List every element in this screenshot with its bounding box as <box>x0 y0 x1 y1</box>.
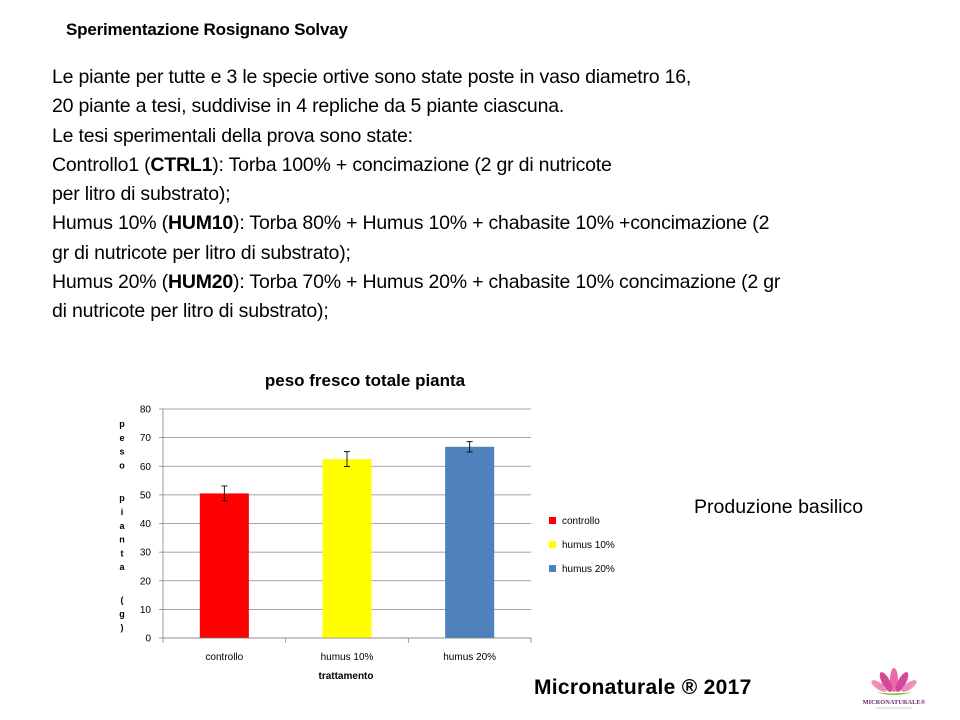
thesis-lead: Humus 10% ( <box>52 212 168 235</box>
logo-wordmark: MICRONATURALE® <box>862 699 926 706</box>
y-axis-label-letter: n <box>119 534 125 545</box>
thesis-lead: Controllo1 ( <box>52 153 151 176</box>
legend-entry <box>549 540 615 551</box>
x-axis-label: trattamento <box>318 671 374 682</box>
legend-swatch <box>549 565 556 572</box>
thesis-code: CTRL1 <box>150 153 213 176</box>
thesis-lead: Humus 20% ( <box>52 271 168 294</box>
thesis-ctrl1-cont: per litro di substrato); <box>52 183 231 206</box>
thesis-hum20-cont: di nutricote per litro di substrato); <box>52 300 329 323</box>
thesis-rest: ): Torba 70% + Humus 20% + chabasite 10% concimazione (2 gr <box>233 271 781 294</box>
y-tick-label: 30 <box>139 547 151 559</box>
legend-label: humus 20% <box>562 564 615 575</box>
y-tick-label: 0 <box>145 633 151 645</box>
y-axis-label-letter: s <box>119 446 125 457</box>
y-axis-label-letter: p <box>119 493 125 504</box>
y-axis-label <box>119 419 125 633</box>
y-tick-label: 20 <box>139 576 151 588</box>
thesis-rest: ): Torba 80% + Humus 10% + chabasite 10% +concimazione (2 <box>233 212 770 235</box>
bars <box>200 447 494 638</box>
legend-label: humus 10% <box>562 540 615 551</box>
legend-swatch <box>549 541 556 548</box>
y-tick-labels <box>140 405 152 645</box>
thesis-rest: ): Torba 100% + concimazione (2 gr di nutricote <box>212 153 612 176</box>
intro-line: Le tesi sperimentali della prova sono state: <box>52 124 413 147</box>
thesis-code: HUM10 <box>167 212 234 235</box>
x-tick-label: controllo <box>205 652 244 663</box>
y-axis-label-letter: ( <box>120 595 124 605</box>
y-axis-label-letter: o <box>119 460 125 471</box>
micronaturale-logo <box>846 664 942 712</box>
x-tick-label: humus 20% <box>443 652 497 663</box>
y-axis-label-letter: t <box>120 548 124 559</box>
side-caption: Produzione basilico <box>694 496 864 518</box>
y-tick-label: 50 <box>139 490 151 502</box>
intro-line: 20 piante a tesi, suddivise in 4 repliche da 5 piante ciascuna. <box>52 95 565 118</box>
y-axis-label-letter: a <box>119 562 125 573</box>
legend-entry <box>549 564 615 575</box>
legend-entry <box>549 516 600 527</box>
chart-title: peso fresco totale pianta <box>264 371 466 390</box>
thesis-hum10-cont: gr di nutricote per litro di substrato); <box>52 241 351 264</box>
y-tick-label: 10 <box>139 604 151 616</box>
y-axis-label-letter: ) <box>120 622 124 633</box>
thesis-code: HUM20 <box>167 271 234 294</box>
y-axis-label-letter: e <box>119 432 125 443</box>
y-tick-label: 40 <box>139 519 151 530</box>
y-tick-label: 70 <box>139 433 151 445</box>
y-axis-label-letter: a <box>119 520 125 531</box>
bar <box>200 493 249 638</box>
y-axis-label-letter: i <box>120 507 124 517</box>
slide-title: Sperimentazione Rosignano Solvay <box>66 20 348 39</box>
lotus-flower-icon <box>870 668 919 695</box>
legend <box>549 516 615 575</box>
y-tick-label: 60 <box>139 461 151 473</box>
y-axis-label-letter: g <box>119 608 125 619</box>
legend-label: controllo <box>562 516 600 527</box>
y-tick-label: 80 <box>139 404 151 416</box>
x-tick-labels <box>205 652 496 663</box>
intro-line: Le piante per tutte e 3 le specie ortive sono state poste in vaso diametro 16, <box>52 66 692 88</box>
y-axis-label-letter: p <box>119 419 125 429</box>
x-tick-label: humus 10% <box>320 652 374 663</box>
bar <box>322 459 371 638</box>
legend-swatch <box>549 517 556 524</box>
footer-brand: Micronaturale ® 2017 <box>534 676 752 699</box>
bar <box>445 447 494 638</box>
